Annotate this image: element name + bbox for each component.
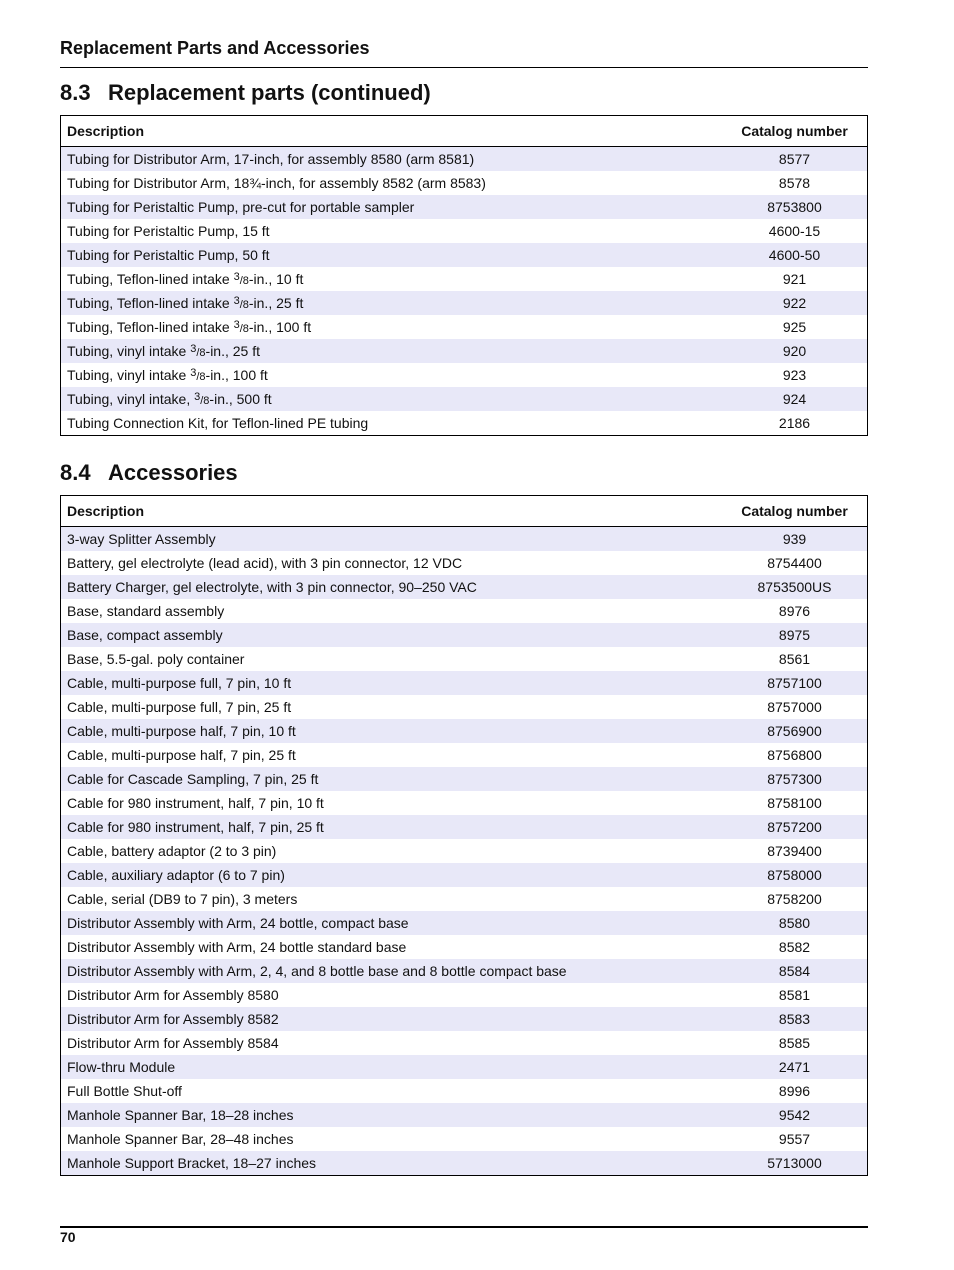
row-catalog-number: 8577	[778, 151, 811, 167]
description-text: Tubing, Teflon-lined intake	[67, 295, 234, 311]
row-description: Tubing for Distributor Arm, 18¾-inch, for assembly 8582 (arm 8583)	[67, 175, 486, 191]
row-description: Distributor Assembly with Arm, 24 bottle, compact base	[67, 915, 409, 931]
fraction-denominator: /8	[239, 299, 249, 311]
row-description: Cable for 980 instrument, half, 7 pin, 10 ft	[67, 795, 324, 811]
fraction-denominator: /8	[239, 323, 249, 335]
row-description: Cable, multi-purpose half, 7 pin, 10 ft	[67, 723, 296, 739]
row-catalog-number: 2186	[778, 415, 811, 431]
fraction-numerator: 3	[194, 391, 201, 403]
description-text: Tubing, vinyl intake,	[67, 391, 195, 407]
table-row	[61, 551, 867, 575]
table-row	[61, 387, 867, 411]
row-description: Cable, multi-purpose full, 7 pin, 25 ft	[67, 699, 292, 715]
section-number: 8.4	[60, 460, 91, 485]
row-catalog-number: 9542	[778, 1107, 811, 1123]
row-description: Tubing for Peristaltic Pump, 15 ft	[67, 223, 270, 239]
fraction-numerator: 3	[233, 271, 240, 283]
table-row	[61, 147, 867, 171]
table-row	[61, 623, 867, 647]
fraction	[194, 391, 210, 407]
row-catalog-number: 8753800	[767, 199, 822, 215]
row-description: Flow-thru Module	[67, 1059, 176, 1075]
row-description: Distributor Arm for Assembly 8584	[67, 1035, 279, 1051]
row-description: Distributor Assembly with Arm, 2, 4, and 8 bottle base and 8 bottle compact base	[67, 963, 567, 979]
table-header	[61, 116, 867, 147]
row-description: Base, compact assembly	[67, 627, 223, 643]
description-text: Tubing, Teflon-lined intake	[67, 271, 234, 287]
table-row	[61, 863, 867, 887]
table-row	[61, 1079, 867, 1103]
row-catalog-number: 8757100	[767, 675, 822, 691]
fraction-numerator: 3	[233, 295, 240, 307]
footer-divider	[60, 1226, 868, 1228]
section-heading-8-4	[60, 460, 238, 486]
table-row	[61, 267, 867, 291]
description-text: Tubing, Teflon-lined intake	[67, 319, 234, 335]
table-row	[61, 959, 867, 983]
header-divider	[60, 67, 868, 68]
row-catalog-number: 8758000	[767, 867, 822, 883]
fraction-denominator: /8	[196, 347, 206, 359]
row-catalog-number: 8581	[778, 987, 811, 1003]
table-row	[61, 695, 867, 719]
replacement-parts-table	[60, 115, 868, 436]
table-body	[61, 527, 867, 1175]
column-header-catalog-number: Catalog number	[741, 123, 848, 139]
row-description: Cable, multi-purpose full, 7 pin, 10 ft	[67, 675, 292, 691]
fraction	[233, 271, 249, 287]
table-row	[61, 1151, 867, 1175]
description-text: Tubing, vinyl intake	[67, 343, 191, 359]
section-title-text: Accessories	[108, 460, 238, 485]
table-body	[61, 147, 867, 435]
row-catalog-number: 939	[782, 531, 807, 547]
table-row	[61, 171, 867, 195]
row-catalog-number: 925	[782, 319, 807, 335]
row-catalog-number: 2471	[778, 1059, 811, 1075]
description-text: Tubing, vinyl intake	[67, 367, 191, 383]
row-catalog-number: 5713000	[767, 1155, 822, 1171]
table-row	[61, 839, 867, 863]
table-row	[61, 1055, 867, 1079]
table-row	[61, 887, 867, 911]
table-row	[61, 1103, 867, 1127]
table-row	[61, 767, 867, 791]
row-description: Cable, multi-purpose half, 7 pin, 25 ft	[67, 747, 296, 763]
table-row	[61, 527, 867, 551]
fraction-denominator: /8	[196, 371, 206, 383]
table-row	[61, 339, 867, 363]
table-row	[61, 671, 867, 695]
table-row	[61, 647, 867, 671]
row-description	[61, 343, 722, 359]
row-description: Base, 5.5-gal. poly container	[67, 651, 245, 667]
row-description: Full Bottle Shut-off	[67, 1083, 182, 1099]
row-catalog-number: 8758200	[767, 891, 822, 907]
row-description: Tubing for Distributor Arm, 17-inch, for assembly 8580 (arm 8581)	[67, 151, 475, 167]
row-description: Cable for Cascade Sampling, 7 pin, 25 ft	[67, 771, 319, 787]
row-description: Tubing for Peristaltic Pump, pre-cut for portable sampler	[67, 199, 415, 215]
table-row	[61, 575, 867, 599]
fraction-numerator: 3	[233, 319, 240, 331]
row-catalog-number: 8582	[778, 939, 811, 955]
table-row	[61, 815, 867, 839]
table-row	[61, 291, 867, 315]
row-description: Cable, battery adaptor (2 to 3 pin)	[67, 843, 277, 859]
column-header-description: Description	[67, 503, 145, 519]
section-heading-8-3	[60, 80, 431, 106]
fraction-numerator: 3	[190, 343, 197, 355]
row-catalog-number: 8758100	[767, 795, 822, 811]
table-row	[61, 411, 867, 435]
row-catalog-number: 8739400	[767, 843, 822, 859]
section-title-text: Replacement parts (continued)	[108, 80, 431, 105]
accessories-table	[60, 495, 868, 1176]
table-row	[61, 599, 867, 623]
row-description: Cable, auxiliary adaptor (6 to 7 pin)	[67, 867, 285, 883]
row-description: Cable, serial (DB9 to 7 pin), 3 meters	[67, 891, 298, 907]
row-catalog-number: 922	[782, 295, 807, 311]
row-catalog-number: 8757000	[767, 699, 822, 715]
fraction	[233, 319, 249, 335]
row-catalog-number: 8757300	[767, 771, 822, 787]
row-description	[61, 391, 722, 407]
description-text: -in., 10 ft	[248, 271, 304, 287]
description-text: -in., 100 ft	[248, 319, 312, 335]
row-description: Cable for 980 instrument, half, 7 pin, 25 ft	[67, 819, 324, 835]
table-row	[61, 791, 867, 815]
table-header	[61, 496, 867, 527]
row-catalog-number: 8996	[778, 1083, 811, 1099]
row-catalog-number: 923	[782, 367, 807, 383]
running-header: Replacement Parts and Accessories	[60, 38, 370, 58]
row-catalog-number: 920	[782, 343, 807, 359]
fraction-denominator: /8	[200, 395, 210, 407]
row-description	[61, 319, 722, 335]
table-row	[61, 315, 867, 339]
row-description	[61, 271, 722, 287]
table-row	[61, 983, 867, 1007]
row-catalog-number: 921	[782, 271, 807, 287]
table-row	[61, 1127, 867, 1151]
table-row	[61, 195, 867, 219]
row-description: Distributor Arm for Assembly 8582	[67, 1011, 279, 1027]
row-catalog-number: 8757200	[767, 819, 822, 835]
row-catalog-number: 8756800	[767, 747, 822, 763]
row-description: Manhole Spanner Bar, 18–28 inches	[67, 1107, 294, 1123]
section-number: 8.3	[60, 80, 91, 105]
page-number: 70	[60, 1229, 76, 1245]
description-text: -in., 25 ft	[248, 295, 304, 311]
table-row	[61, 243, 867, 267]
row-description: Manhole Spanner Bar, 28–48 inches	[67, 1131, 294, 1147]
row-catalog-number: 8578	[778, 175, 811, 191]
row-description	[61, 295, 722, 311]
table-row	[61, 219, 867, 243]
fraction	[190, 367, 206, 383]
table-row	[61, 719, 867, 743]
description-text: -in., 25 ft	[205, 343, 260, 359]
row-description: Tubing Connection Kit, for Teflon-lined PE tubing	[67, 415, 369, 431]
row-description: Distributor Arm for Assembly 8580	[67, 987, 279, 1003]
row-description: Base, standard assembly	[67, 603, 225, 619]
row-catalog-number: 8753500US	[757, 579, 832, 595]
row-description: Manhole Support Bracket, 18–27 inches	[67, 1155, 317, 1171]
row-description: Distributor Assembly with Arm, 24 bottle standard base	[67, 939, 407, 955]
row-catalog-number: 8561	[778, 651, 811, 667]
row-description	[61, 367, 722, 383]
row-description: Battery Charger, gel electrolyte, with 3 pin connector, 90–250 VAC	[67, 579, 477, 595]
table-row	[61, 935, 867, 959]
row-catalog-number: 8585	[778, 1035, 811, 1051]
fraction-numerator: 3	[190, 367, 197, 379]
row-catalog-number: 8975	[778, 627, 811, 643]
column-header-description: Description	[67, 123, 145, 139]
row-catalog-number: 9557	[778, 1131, 811, 1147]
row-catalog-number: 8976	[778, 603, 811, 619]
table-row	[61, 1007, 867, 1031]
fraction-denominator: /8	[239, 275, 249, 287]
row-catalog-number: 8584	[778, 963, 811, 979]
row-catalog-number: 4600-15	[768, 223, 821, 239]
column-header-catalog-number: Catalog number	[741, 503, 848, 519]
row-description: Tubing for Peristaltic Pump, 50 ft	[67, 247, 270, 263]
description-text: -in., 500 ft	[209, 391, 272, 407]
table-row	[61, 363, 867, 387]
row-catalog-number: 8756900	[767, 723, 822, 739]
row-description: Battery, gel electrolyte (lead acid), with 3 pin connector, 12 VDC	[67, 555, 463, 571]
row-catalog-number: 8583	[778, 1011, 811, 1027]
row-description: 3-way Splitter Assembly	[67, 531, 216, 547]
table-row	[61, 911, 867, 935]
table-row	[61, 743, 867, 767]
row-catalog-number: 8754400	[767, 555, 822, 571]
table-row	[61, 1031, 867, 1055]
row-catalog-number: 8580	[778, 915, 811, 931]
description-text: -in., 100 ft	[205, 367, 268, 383]
fraction	[233, 295, 249, 311]
row-catalog-number: 4600-50	[768, 247, 821, 263]
fraction	[190, 343, 206, 359]
row-catalog-number: 924	[782, 391, 807, 407]
